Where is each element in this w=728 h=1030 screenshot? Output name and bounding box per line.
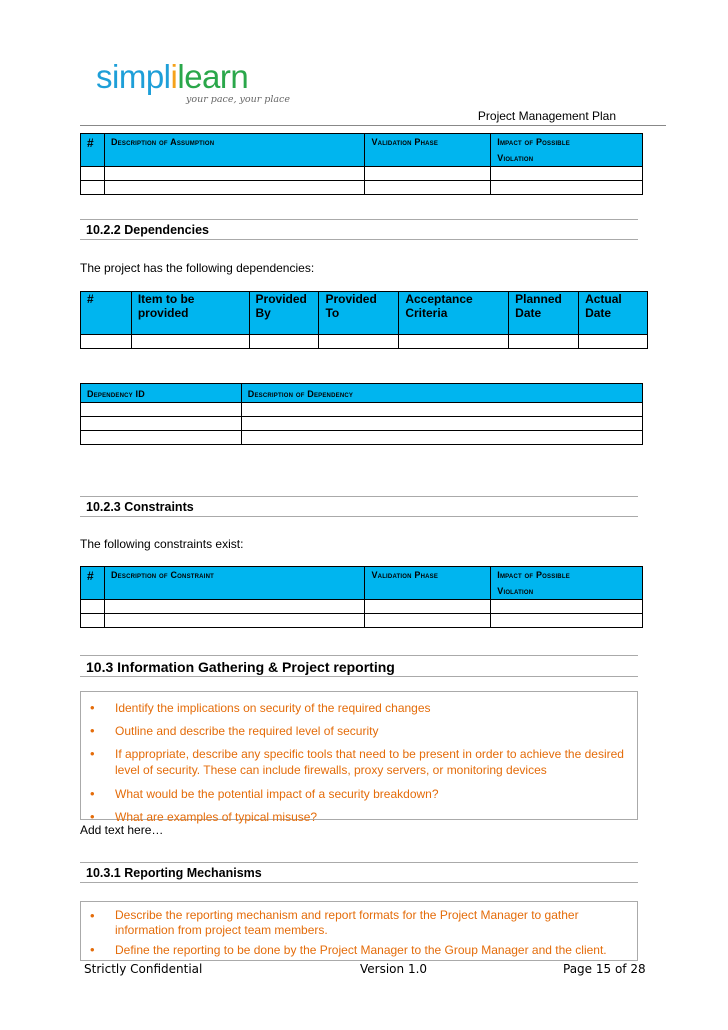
header-cell-item: Item to be provided: [131, 292, 249, 335]
dependency-description-table: [80, 383, 643, 445]
footer-confidentiality: Strictly Confidential: [84, 962, 203, 976]
add-text-placeholder: Add text here…: [80, 823, 164, 837]
table-header-row: [81, 292, 648, 335]
table-header-row: [81, 567, 643, 600]
table-row: [81, 167, 643, 181]
header-cell-dependency-id: Dependency ID: [81, 384, 242, 403]
list-item: • Describe the reporting mechanism and report formats for the Project Manager to gather information from project team members.: [90, 908, 579, 937]
section-heading-constraints: 10.2.3 Constraints: [80, 496, 638, 517]
bullet-icon: •: [90, 942, 95, 957]
header-cell-description: Description of Assumption: [104, 134, 364, 167]
header-cell-provided-by: Provided By: [249, 292, 319, 335]
list-item: • Define the reporting to be done by the Project Manager to the Group Manager and the client.: [90, 942, 607, 957]
header-cell-impact: Impact of Possible Violation: [491, 567, 643, 600]
header-cell-impact: Impact of Possible Violation: [491, 134, 643, 167]
list-item: • What would be the potential impact of a security breakdown?: [90, 786, 439, 801]
table-row: [81, 417, 643, 431]
header-cell-dependency-description: Description of Dependency: [241, 384, 642, 403]
header-cell-validation-phase: Validation Phase: [365, 134, 491, 167]
table-row: [81, 335, 648, 349]
logo-text-i: i: [170, 58, 178, 95]
dependencies-intro: The project has the following dependencies:: [80, 261, 315, 275]
section-heading-reporting-mechanisms: 10.3.1 Reporting Mechanisms: [80, 862, 638, 883]
header-cell-planned-date: Planned Date: [509, 292, 579, 335]
table-header-row: [81, 134, 643, 167]
dependencies-table: [80, 291, 648, 349]
table-header-row: [81, 384, 643, 403]
table-row: [81, 431, 643, 445]
header-divider: [80, 125, 666, 126]
simplilearn-logo: [96, 58, 296, 108]
list-item: • Identify the implications on security of the required changes: [90, 700, 431, 715]
constraints-intro: The following constraints exist:: [80, 537, 244, 551]
footer-version: Version 1.0: [360, 962, 428, 976]
bullet-icon: •: [90, 809, 95, 824]
bullet-icon: •: [90, 786, 95, 801]
table-row: [81, 614, 643, 628]
header-cell-validation-phase: Validation Phase: [365, 567, 491, 600]
header-cell-provided-to: Provided To: [319, 292, 399, 335]
header-cell-number: #: [81, 134, 105, 167]
header-cell-actual-date: Actual Date: [579, 292, 648, 335]
table-row: [81, 403, 643, 417]
table-row: [81, 181, 643, 195]
list-item: • Outline and describe the required level of security: [90, 723, 379, 738]
constraints-table: [80, 566, 643, 628]
bullet-icon: •: [90, 908, 95, 923]
header-cell-number: #: [81, 567, 105, 600]
logo-tagline: your pace, your place: [186, 94, 290, 105]
logo-text-simpl: simpl: [96, 58, 171, 95]
header-cell-description: Description of Constraint: [104, 567, 364, 600]
bullet-icon: •: [90, 723, 95, 738]
header-cell-number: #: [81, 292, 132, 335]
logo-text-learn: learn: [177, 58, 249, 95]
table-row: [81, 600, 643, 614]
assumptions-table: [80, 133, 643, 195]
list-item: • What are examples of typical misuse?: [90, 809, 318, 824]
footer-page-number: Page 15 of 28: [563, 962, 646, 976]
section-heading-dependencies: 10.2.2 Dependencies: [80, 219, 638, 240]
guidance-box-security: [80, 691, 638, 824]
section-heading-information-gathering: 10.3 Information Gathering & Project reporting: [80, 655, 638, 677]
bullet-icon: •: [90, 746, 95, 761]
list-item: • If appropriate, describe any specific tools that need to be present in order to achieve the desired level of security. These can include firewalls, proxy servers, or monitoring devices: [90, 746, 624, 777]
bullet-icon: •: [90, 700, 95, 715]
header-cell-acceptance-criteria: Acceptance Criteria: [399, 292, 509, 335]
guidance-box-reporting: [80, 901, 638, 961]
document-header-title: Project Management Plan: [477, 109, 616, 123]
